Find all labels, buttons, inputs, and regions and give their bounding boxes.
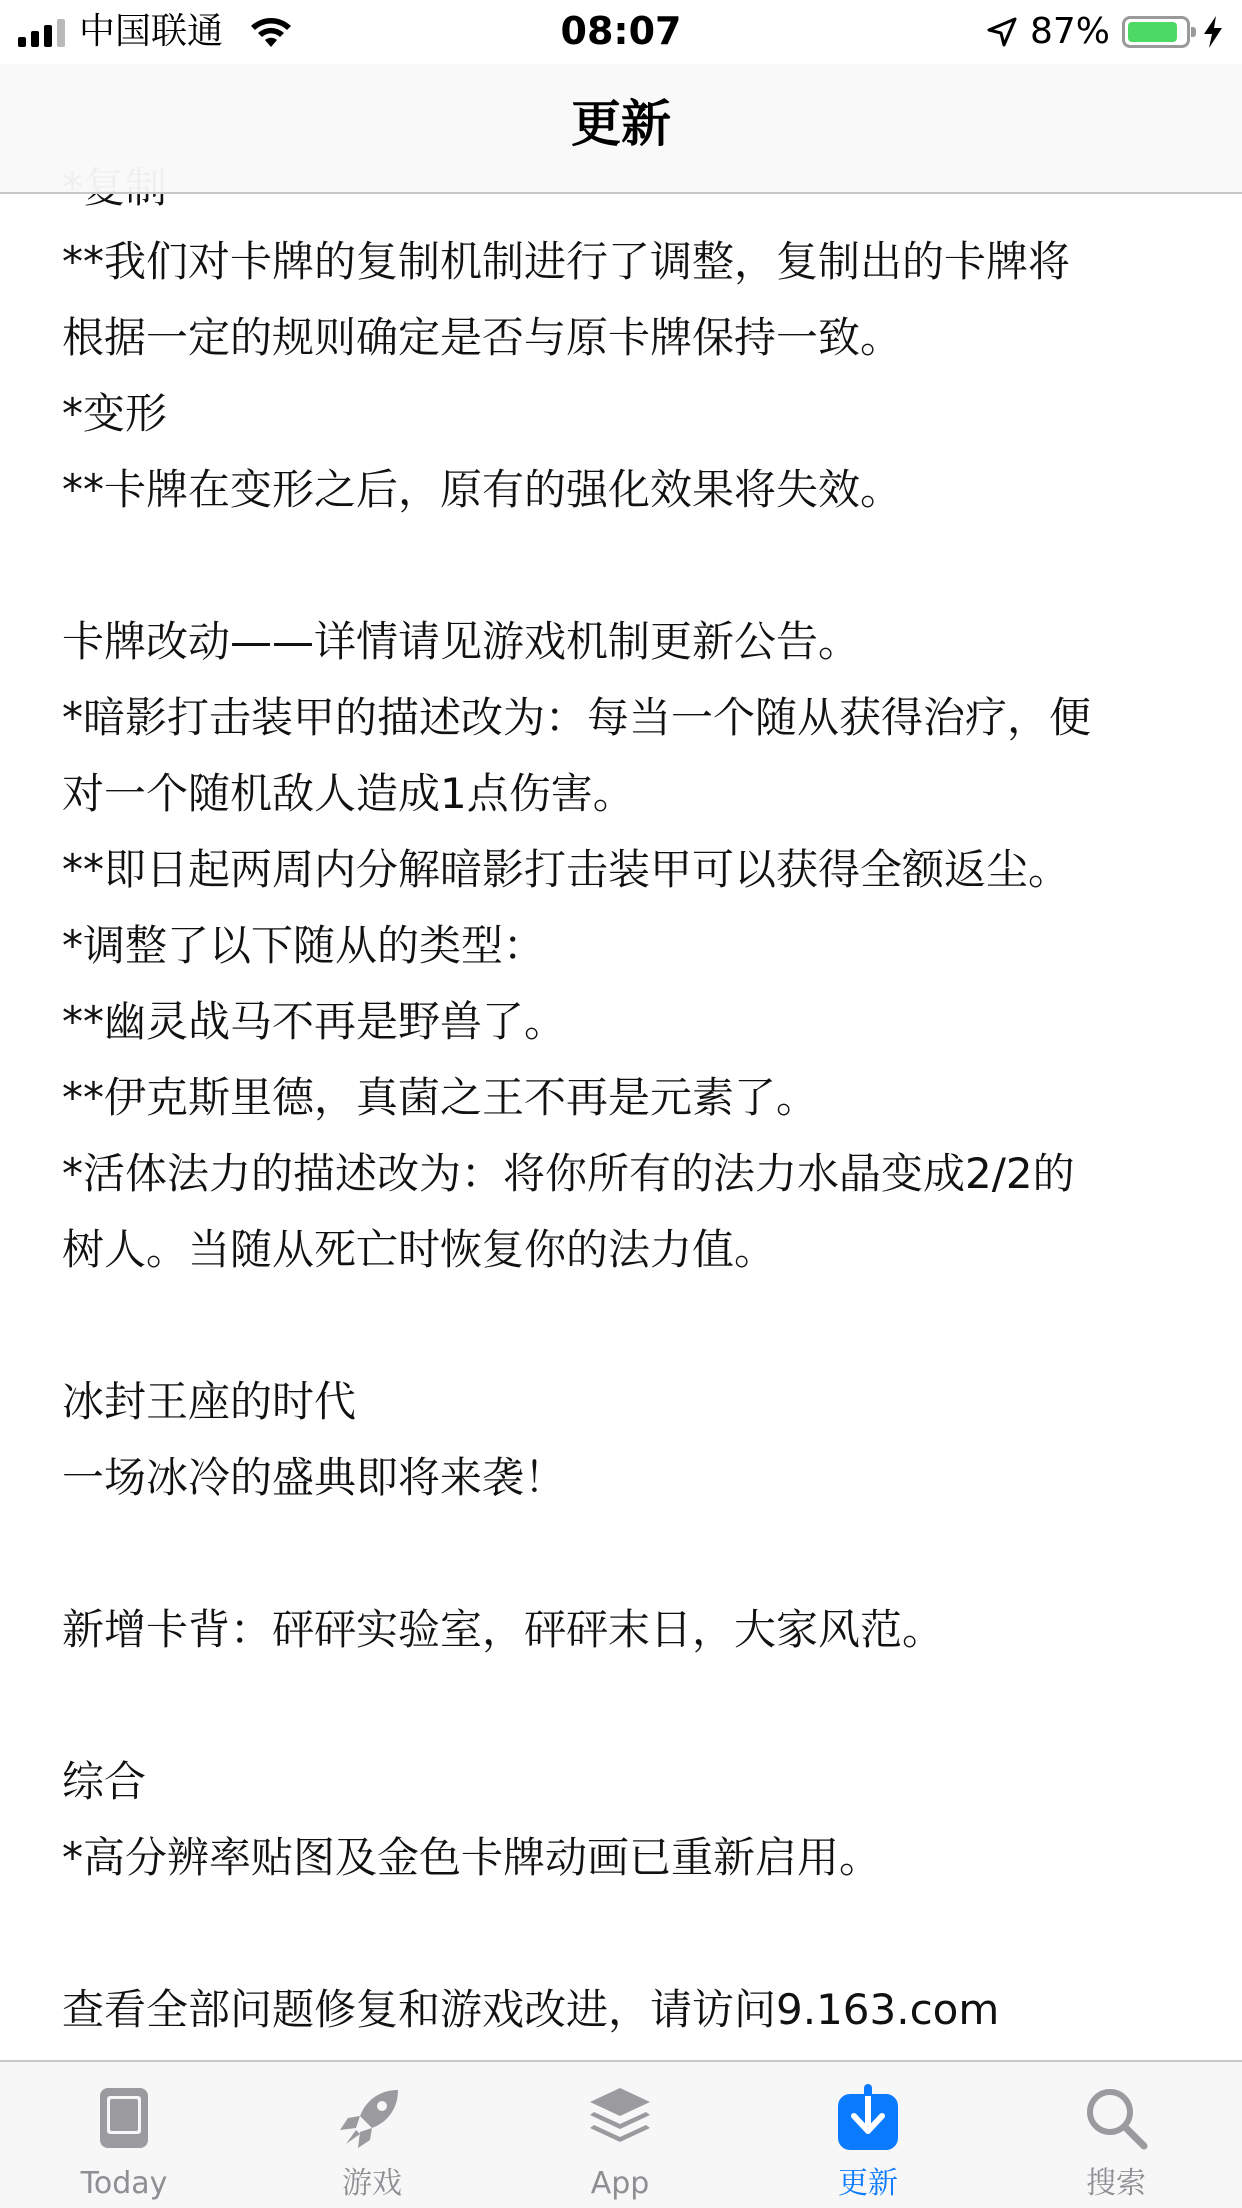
- release-note-line: *调整了以下随从的类型：: [62, 921, 546, 970]
- release-note-line: *高分辨率贴图及金色卡牌动画已重新启用。: [62, 1833, 882, 1882]
- release-note-line: **幽灵战马不再是野兽了。: [62, 997, 567, 1046]
- tab-search[interactable]: [992, 2062, 1240, 2208]
- battery-level: [1128, 22, 1177, 42]
- battery-icon: [1122, 16, 1190, 48]
- location-arrow-icon: [986, 16, 1018, 48]
- tab-bar: [0, 2060, 1242, 2208]
- release-note-line: 对一个随机敌人造成1点伤害。: [62, 769, 635, 818]
- tab-apps[interactable]: [496, 2062, 744, 2208]
- tab-label-updates: 更新: [838, 2166, 898, 2201]
- app-stack-icon: [584, 2082, 656, 2154]
- carrier-name: 中国联通: [79, 11, 224, 52]
- download-icon: [832, 2082, 904, 2154]
- search-icon: [1080, 2082, 1152, 2154]
- release-note-line: 综合: [62, 1757, 147, 1806]
- page-title: 更新: [571, 95, 671, 153]
- release-note-line: **我们对卡牌的复制机制进行了调整，复制出的卡牌将: [62, 237, 1071, 286]
- release-note-line: **卡牌在变形之后，原有的强化效果将失效。: [62, 465, 903, 514]
- tab-today[interactable]: [0, 2062, 248, 2208]
- release-note-line: 查看全部问题修复和游戏改进，请访问9.163.com: [62, 1985, 1000, 2034]
- release-note-line: 新增卡背：砰砰实验室，砰砰末日，大家风范。: [62, 1605, 945, 1654]
- today-icon: [88, 2082, 160, 2154]
- release-note-line: *变形: [62, 389, 168, 438]
- release-note-line: 卡牌改动——详情请见游戏机制更新公告。: [62, 617, 861, 666]
- rocket-icon: [336, 2082, 408, 2154]
- release-note-line: *暗影打击装甲的描述改为：每当一个随从获得治疗，便: [62, 693, 1092, 742]
- tab-games[interactable]: [248, 2062, 496, 2208]
- release-note-line: **即日起两周内分解暗影打击装甲可以获得全额返尘。: [62, 845, 1071, 894]
- navigation-bar: [0, 64, 1242, 194]
- tab-label-apps: App: [590, 2166, 650, 2201]
- release-note-line: 冰封王座的时代: [62, 1377, 357, 1426]
- battery-percent: 87%: [1029, 11, 1110, 52]
- release-note-line: 树人。当随从死亡时恢复你的法力值。: [62, 1225, 777, 1274]
- charging-bolt-icon: [1202, 15, 1224, 49]
- release-note-line: **伊克斯里德，真菌之王不再是元素了。: [62, 1073, 819, 1122]
- release-note-line: 根据一定的规则确定是否与原卡牌保持一致。: [62, 313, 903, 362]
- tab-updates[interactable]: [744, 2062, 992, 2208]
- status-right: [986, 10, 1224, 54]
- tab-label-today: Today: [80, 2166, 168, 2201]
- release-notes[interactable]: [0, 194, 1242, 2060]
- tab-label-search: 搜索: [1086, 2166, 1146, 2201]
- release-note-line: 一场冰冷的盛典即将来袭！: [62, 1453, 567, 1502]
- status-bar: [0, 0, 1242, 64]
- status-time: 08:07: [560, 9, 682, 53]
- tab-label-games: 游戏: [342, 2166, 402, 2201]
- release-note-line: *活体法力的描述改为：将你所有的法力水晶变成2/2的: [62, 1149, 1075, 1198]
